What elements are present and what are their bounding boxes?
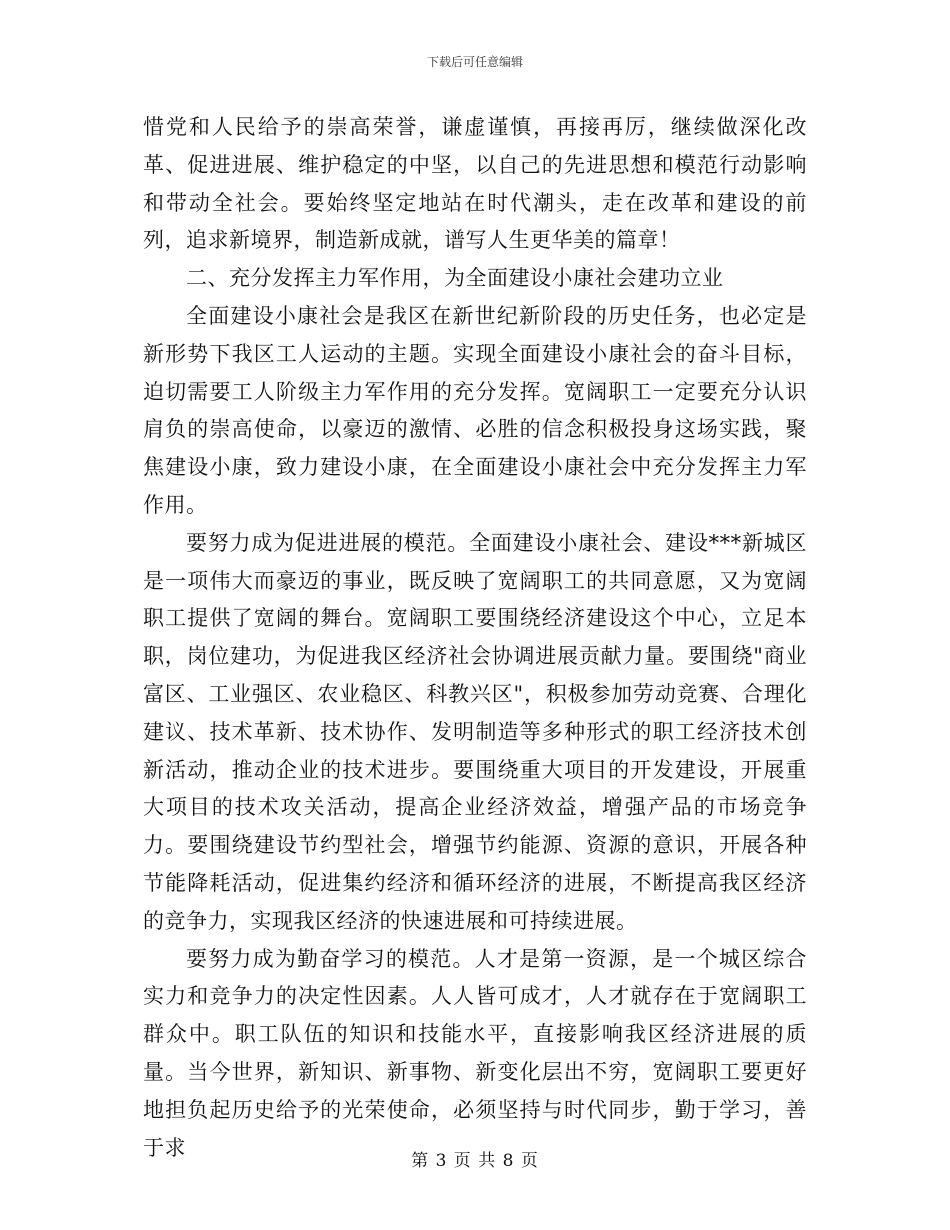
paragraph-learning-model: 要努力成为勤奋学习的模范。人才是第一资源，是一个城区综合实力和竞争力的决定性因素。人人皆可成才，人才就存在于宽阔职工群众中。职工队伍的知识和技能水平，直接影响我区经济进展的质量。当今世界，新知识、新事物、新变化层出不穷，宽阔职工要更好地担负起历史给予的光荣使命，必须坚持与时代同步，勤于学习，善于求: [143, 946, 807, 1160]
page-number-label: 第 3 页 共 8 页: [411, 1151, 539, 1171]
document-body: [143, 109, 807, 1167]
paragraph-continuation: 惜党和人民给予的崇高荣誉，谦虚谨慎，再接再厉，继续做深化改革、促进进展、维护稳定的中坚，以自己的先进思想和模范行动影响和带动全社会。要始终坚定地站在时代潮头，走在改革和建设的前列，追求新境界，制造新成就，谱写人生更华美的篇章！: [143, 115, 807, 253]
page-number-footer: [0, 1150, 950, 1172]
section-heading: 二、充分发挥主力军作用，为全面建设小康社会建功立业: [186, 266, 724, 291]
paragraph-intro: 全面建设小康社会是我区在新世纪新阶段的历史任务，也必定是新形势下我区工人运动的主题。实现全面建设小康社会的奋斗目标，迫切需要工人阶级主力军作用的充分发挥。宽阔职工一定要充分认识肩负的崇高使命，以豪迈的激情、必胜的信念积极投身这场实践，聚焦建设小康，致力建设小康，在全面建设小康社会中充分发挥主力军作用。: [143, 303, 807, 517]
page-header-note: 下载后可任意编辑: [426, 55, 523, 69]
paragraph-development-model: 要努力成为促进进展的模范。全面建设小康社会、建设***新城区是一项伟大而豪迈的事业，既反映了宽阔职工的共同意愿，又为宽阔职工提供了宽阔的舞台。宽阔职工要围绕经济建设这个中心，立足本职，岗位建功，为促进我区经济社会协调进展贡献力量。要围绕"商业富区、工业强区、农业稳区、科教兴区"，积极参加劳动竞赛、合理化建议、技术革新、技术协作、发明制造等多种形式的职工经济技术创新活动，推动企业的技术进步。要围绕重大项目的开发建设，开展重大项目的技术攻关活动，提高企业经济效益，增强产品的市场竞争力。要围绕建设节约型社会，增强节约能源、资源的意识，开展各种节能降耗活动，促进集约经济和循环经济的进展，不断提高我区经济的竞争力，实现我区经济的快速进展和可持续进展。: [143, 530, 807, 933]
